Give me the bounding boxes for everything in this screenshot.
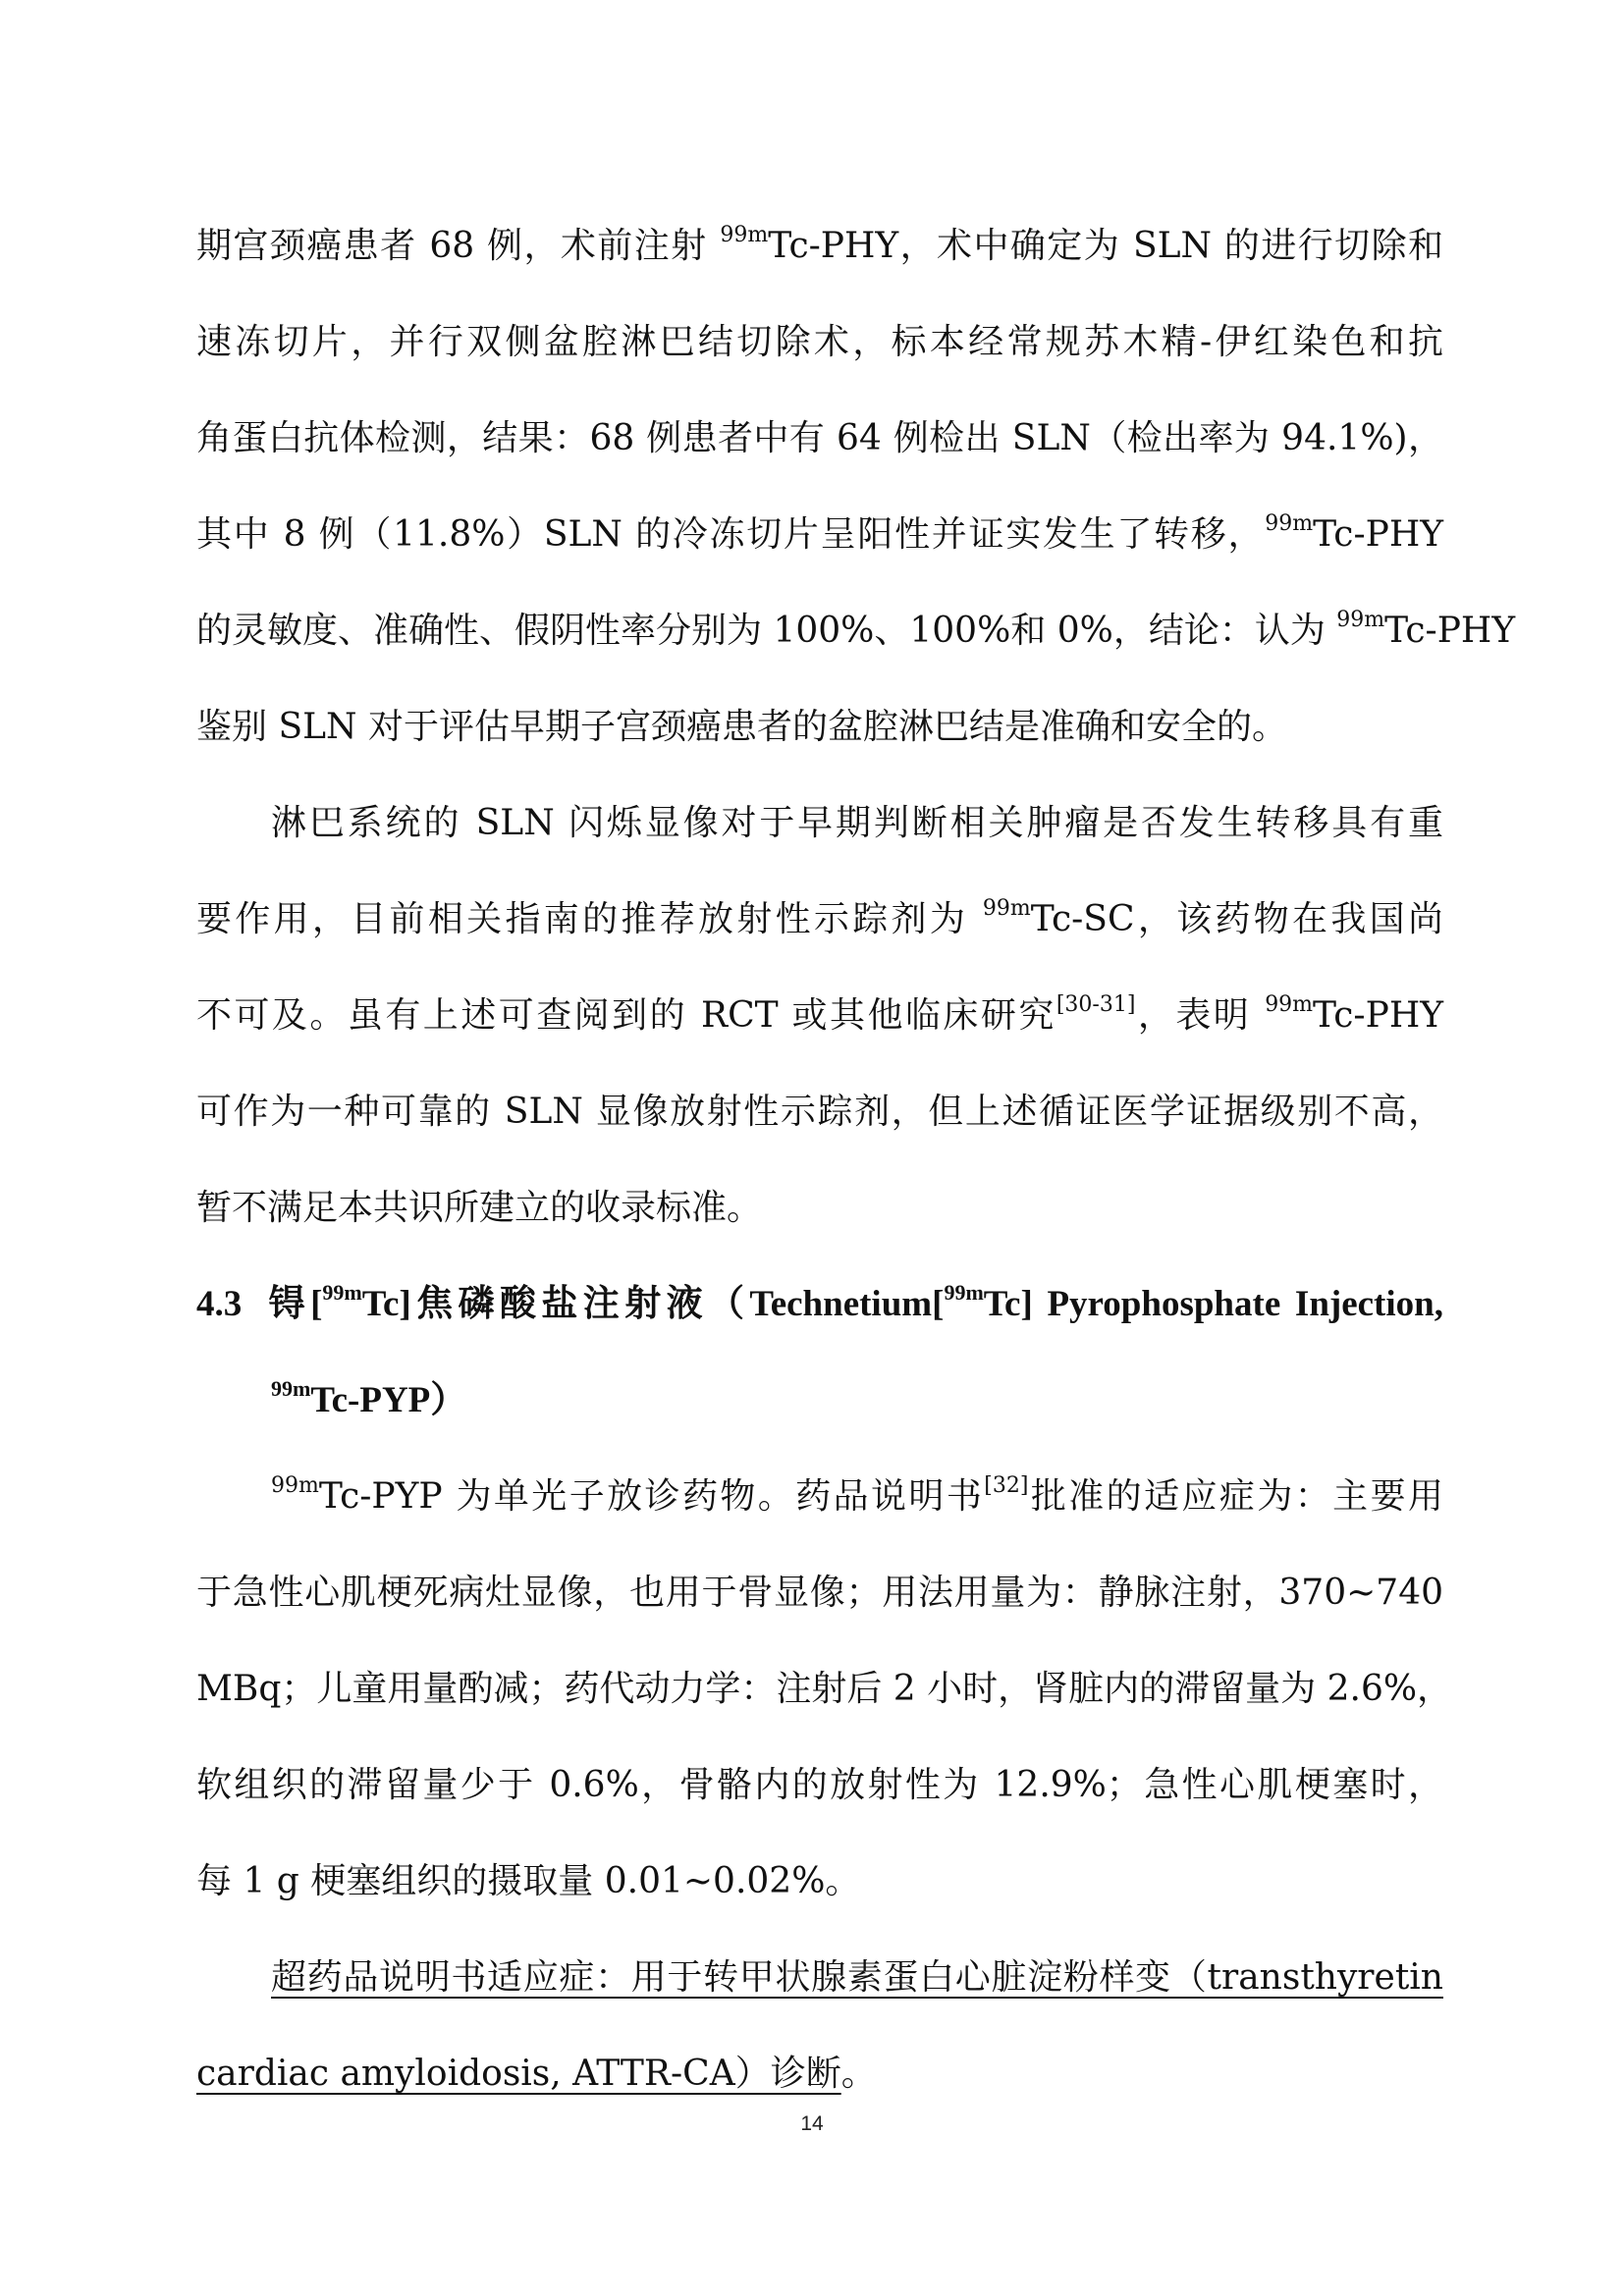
paragraph-3-line-3: MBq；儿童用量酌减；药代动力学：注射后 2 小时，肾脏内的滞留量为 2.6%， [196, 1669, 1453, 1709]
paragraph-3-line-5: 每 1 g 梗塞组织的摄取量 0.01~0.02%。 [196, 1861, 861, 1901]
paragraph-2-line-3: 不可及。虽有上述可查阅到的 RCT 或其他临床研究[30-31]，表明 $^{99m}$Tc-PHY [196, 992, 1443, 1036]
paragraph-1-line-5: 的灵敏度、准确性、假阴性率分别为 100%、100%和 0%，结论：认为 $^{99m}$Tc-PHY [196, 608, 1516, 651]
paragraph-2-line-2: 要作用，目前相关指南的推荐放射性示踪剂为 $^{99m}$Tc-SC，该药物在我国尚 [196, 896, 1443, 939]
paragraph-2-line-1: 淋巴系统的 SLN 闪烁显像对于早期判断相关肿瘤是否发生转移具有重 [271, 803, 1443, 843]
paragraph-1-line-6: 鉴别 SLN 对于评估早期子宫颈癌患者的盆腔淋巴结是准确和安全的。 [196, 707, 1287, 747]
paragraph-3-line-2: 于急性心肌梗死病灶显像，也用于骨显像；用法用量为：静脉注射，370~740 [196, 1573, 1443, 1613]
paragraph-4-line-2: cardiac amyloidosis, ATTR-CA）诊断。 [196, 2054, 877, 2094]
paragraph-1-line-4: 其中 8 例（11.8%）SLN 的冷冻切片呈阳性并证实发生了转移，$^{99m}$Tc-PHY [196, 511, 1443, 555]
paragraph-1-line-1: 期宫颈癌患者 68 例，术前注射 $^{99m}$Tc-PHY，术中确定为 SLN 的进行切除和 [196, 223, 1443, 266]
section-heading-4-3-line-2: $^{99m}$Tc-PYP） [271, 1376, 467, 1420]
paragraph-3-line-4: 软组织的滞留量少于 0.6%，骨骼内的放射性为 12.9%；急性心肌梗塞时， [196, 1765, 1443, 1805]
paragraph-4-line-1: 超药品说明书适应症：用于转甲状腺素蛋白心脏淀粉样变（transthyretin [271, 1957, 1443, 1998]
paragraph-3-line-1: $^{99m}$Tc-PYP 为单光子放诊药物。药品说明书[32]批准的适应症为：主要用 [271, 1473, 1443, 1517]
paragraph-2-line-4: 可作为一种可靠的 SLN 显像放射性示踪剂，但上述循证医学证据级别不高， [196, 1092, 1443, 1132]
paragraph-1-line-2: 速冻切片，并行双侧盆腔淋巴结切除术，标本经常规苏木精-伊红染色和抗 [196, 322, 1443, 362]
paragraph-2-line-5: 暂不满足本共识所建立的收录标准。 [196, 1188, 763, 1228]
page-number: 14 [800, 2112, 824, 2135]
section-heading-4-3: 4.3 锝[$^{99m}$Tc]焦磷酸盐注射液（Technetium[$^{99m}$Tc] Pyrophosphate Injection, [196, 1280, 1443, 1324]
paragraph-1-line-3: 角蛋白抗体检测，结果：68 例患者中有 64 例检出 SLN（检出率为 94.1%)， [196, 418, 1443, 458]
